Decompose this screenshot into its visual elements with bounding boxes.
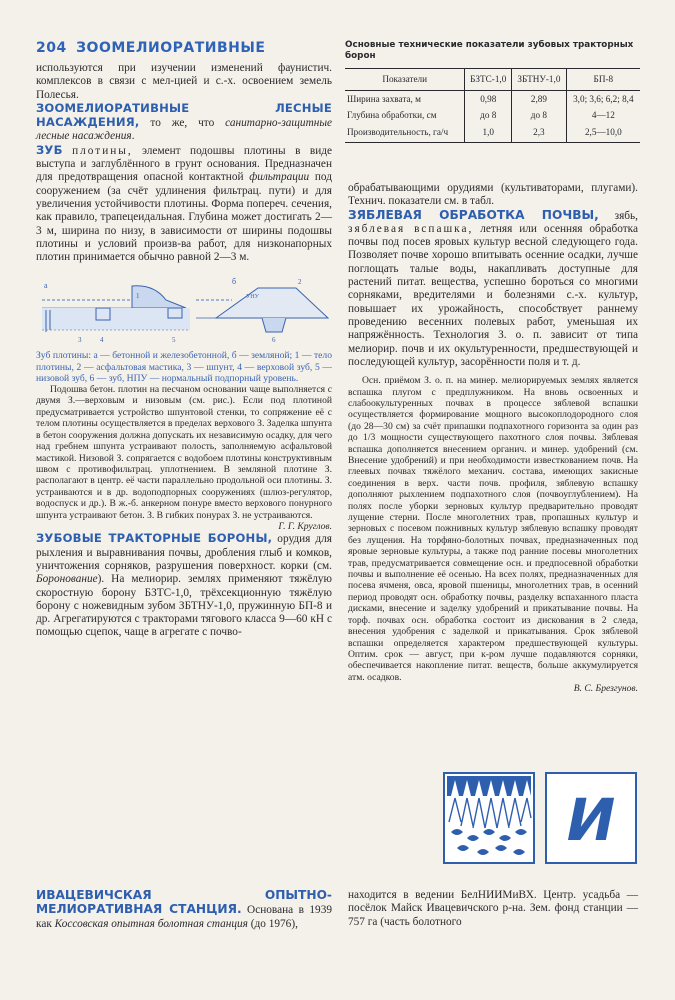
- entry-forest-end: .: [131, 130, 135, 143]
- entry-harrows-headword: ЗУБОВЫЕ ТРАКТОРНЫЕ БОРОНЫ,: [36, 531, 273, 546]
- entry-harrows-link[interactable]: Боронование: [36, 573, 98, 586]
- entry-tooth-link[interactable]: фильтрации: [249, 171, 310, 184]
- table-cell: 2,3: [512, 124, 567, 143]
- entry-station-continued: [348, 889, 638, 929]
- entry-fall-headword: ЗЯБЛЕВАЯ ОБРАБОТКА ПОЧВЫ,: [348, 207, 599, 222]
- running-head: [36, 40, 265, 56]
- diagram-marker-4: 4: [100, 336, 104, 345]
- entry-forest: [36, 102, 332, 144]
- table-cell: 3,0; 3,6; 6,2; 8,4: [566, 90, 640, 107]
- entry-tooth-text-1: элемент подошвы плотины в виде выступа и заглублённого в грунт основания. Предназначен для предотвращения опасной контактной: [36, 144, 333, 184]
- diagram-marker-1: 1: [136, 292, 140, 301]
- diagram-marker-5: 5: [172, 336, 176, 345]
- page-number: 204: [36, 40, 67, 56]
- left-small-paragraph: Подошва бетон. плотин на песчаном основании чаще выполняется с двумя З.—верховым и низовым (см. рис.). Если под плотиной предусматривается устройство шпунтовой стенки, то сопряжение её с телом плотины осуществляется в пределах верхового З. Заделка шпунта в бетон сооружения должна допускать их независимую осадку, для чего над гребнем шпунта устраивают полость, заполняемую асфальтовой мастикой. Низовой З. сопрягается с водобоем плотины конструктивным швом с противофильтрац. уплотнением. В земляной плотине З. располагают в центр. её части параллельно продольной оси плотины. З. устраиваются и в др. водоподпорных сооружениях (шлюз-регулятор, водоспуск и др.). В ж.-б. анкерном понуре вместо верхового понурного шпунта устраивают бетон. З. В гибких понурах З. не устраиваются.: [36, 384, 332, 521]
- entry-station: [36, 889, 332, 931]
- table-cell: до 8: [512, 107, 567, 124]
- entry-station-text-2: (до 1976),: [247, 917, 298, 930]
- diagram-label-a: а: [44, 281, 48, 291]
- diagram-panel-b: [196, 277, 328, 344]
- table-header-row: [345, 69, 640, 91]
- right-small-text: [348, 375, 638, 694]
- entry-fall-plowing: [348, 209, 638, 370]
- diagram-label-b: б: [232, 277, 237, 287]
- diagram-marker-2: 2: [298, 278, 302, 287]
- table-header-cell: БП-8: [566, 69, 640, 91]
- entry-tooth-headword: ЗУБ: [36, 142, 63, 157]
- table-cell: 2,89: [512, 90, 567, 107]
- entry-station-text-1: Основана в 1939 как: [36, 904, 332, 930]
- table-header-cell: ЗБТНУ-1,0: [512, 69, 567, 91]
- section-title: ЗООМЕЛИОРАТИВНЫЕ: [76, 40, 266, 56]
- table-row: [345, 124, 640, 143]
- entry-station-headword: ИВАЦЕВИЧСКАЯ ОПЫТНО-МЕЛИОРАТИВНАЯ СТАНЦИЯ.: [36, 888, 332, 917]
- table-header-cell: БЗТС-1,0: [465, 69, 512, 91]
- entry-tooth-headword-rest: плотины,: [72, 144, 133, 157]
- right-column: [348, 182, 638, 695]
- section-logos: [443, 772, 633, 864]
- right-author-signature: В. С. Брезгунов.: [573, 683, 638, 695]
- table-cell: Ширина захвата, м: [347, 93, 421, 104]
- diagram-panel-a: [42, 281, 190, 344]
- table-row: [345, 90, 640, 107]
- entry-fall-alt-term: зяблевая вспашка,: [348, 222, 474, 235]
- intro-paragraph: используются при изучении изменений фаунистич. комплексов в связи с мел-цией и с.-х. освоением земель Полесья.: [36, 62, 332, 101]
- spec-table: [345, 68, 640, 143]
- left-author-signature: Г. Г. Круглов.: [278, 520, 332, 532]
- spec-table-block: [345, 40, 640, 143]
- entry-station-italic: Коссовская опытная болотная станция: [54, 917, 248, 930]
- right-small-paragraph: Осн. приёмом З. о. п. на минер. мелиорируемых землях является вспашка плугом с предплужником. На вновь освоенных и слабоокультуренных почвах в процессе зяблевой вспашки осуществляется формирование мощного высокоплодородного слоя (до 28—30 см) за счёт припашки подпахотного горизонта за один раз до 1/3 мощности существующего пахотного слоя почвы. Зяблевая вспашка дополняется внесением органич. и минер. удобрений (см. Внесение удобрений) и при необходимости известкованием почв. На глеевых почвах тяжёлого механич. состава, имеющих закисные соединения в верх. части почв. профиля, зяблевую вспашку дополняют рыхлением подпахотного слоя (почвоуглублением). На полях после уборки зерновых культур предварительно проводят лущение стерни. После многолетних трав, пропашных культур и зерновых с посевом пожнивных культур зяблевую вспашку проводят без лущения. На торфяно-болотных почвах, предназначенных под яровые зерновые культуры, а также под ранние посевы многолетних трав, предусматривается совмещение осн. и предпосевной обработки почвы и выполнение её осенью. На всех полях, предназначенных для посева ячменя, овса, яровой пшеницы, многолетних трав, в осенний период проводят осн. обработку почвы, разделку вспаханного пласта дисками, внесение и заделку удобрений и прикатывание почвы. На торф. почвах осн. обработка состоит из дискования в 2 следа, внесения удобрения с заделкой и прикатывания. Срок зяблевой вспашки определяется характером предшествующей культуры. Оптим. срок — август, при к-ром лучше подавляются сорняки, обеспечивается накопление питат. веществ, больше аккумулируется атм. осадков.: [348, 375, 638, 683]
- table-cell: до 8: [465, 107, 512, 124]
- entry-station-paragraph: [36, 889, 332, 931]
- dam-diagram: [36, 270, 332, 346]
- table-cell: 1,0: [465, 124, 512, 143]
- table-header-cell: Показатели: [345, 69, 465, 91]
- right-continuation: обрабатывающими орудиями (культиваторами, плугами). Технич. показатели см. в табл.: [348, 182, 638, 208]
- entry-forest-headword: ЗООМЕЛИОРАТИВНЫЕ ЛЕСНЫЕ НАСАЖДЕНИЯ,: [36, 100, 332, 130]
- table-cell: 0,98: [465, 90, 512, 107]
- entry-harrows-text-1: орудия для рыхления и выравнивания почвы, дробления глыб и комков, уничтожения сорняков, разрушения поверхност. корки (см.: [36, 533, 332, 572]
- entry-tooth: [36, 144, 332, 265]
- entry-fall-alt: зябь,: [598, 209, 638, 222]
- table-cell: Производительность, га/ч: [345, 124, 465, 143]
- entry-station-right-text: находится в ведении БелНИИМиВХ. Центр. усадьба — посёлок Майск Ивацевичского р-на. Зем. фонд станции — 757 га (часть болотного: [348, 889, 638, 928]
- diagram-marker-nlu: УНУ: [246, 294, 259, 301]
- entry-fall-text: летняя или осенняя обработка почвы под посев яровых культур весной следующего года. Позволяет почве хорошо впитывать осенние осадки, лучше поглощать талые воды, накапливать доступные для растений питат. вещества, успешно бороться со многими сорняками, вредителями и болезнями с.-х. культур, повышает их урожайность, способствует раннему проведению весенних полевых работ, уменьшая их напряжённость. Технология З. о. п. зависит от типа мелиорир. почв и их окультуренности, предшествующей и последующей культур, засорённости поля и т. д.: [348, 222, 638, 368]
- left-column: [36, 62, 332, 640]
- table-title: Основные технические показатели зубовых тракторных борон: [345, 40, 634, 61]
- table-cell: 2,5—10,0: [566, 124, 640, 143]
- entry-tooth-text-2: под сооружением (за счёт удлинения фильтрац. пути) и для увеличения устойчивости плотины. Форма попереч. сечения, как правило, трапецеидальная. Глубина может достигать 2—3 м, ширина по низу, в зависимости от ширины подошвы плотины и условий произв-ва работ, для низконапорных плотин принимается обычно равной 2—3 м.: [36, 171, 332, 264]
- dam-tooth-figure: [36, 270, 332, 346]
- table-row: [345, 107, 640, 124]
- diagram-marker-3: 3: [78, 336, 82, 345]
- emblem-letter: И: [566, 786, 616, 854]
- table-cell: Глубина обработки, см: [347, 110, 437, 121]
- diagram-marker-6: 6: [272, 336, 276, 345]
- irrigation-emblem-icon: [443, 772, 535, 864]
- figure-caption: Зуб плотины: а — бетонной и железобетонной, б — земляной; 1 — тело плотины, 2 — асфальтовая мастика, 3 — шпунт, 4 — верховой зуб, 5 — низовой зуб, 6 — зуб, НПУ — нормальный подпорный уровень.: [36, 350, 332, 384]
- entry-harrows-text-2: ). На мелиорир. землях применяют тяжёлую скоростную борону БЗТС-1,0, трёхсекционную тяжёлую борону с ножевидным зубом ЗБТНУ-1,0, пружинную БП-8 и др. Агрегатируются с тракторами тягового класса 9—60 кН с помощью сцепок, чаще в агрегате с почво-: [36, 573, 332, 639]
- left-small-text: [36, 384, 332, 532]
- table-cell: 4—12: [566, 107, 640, 124]
- entry-forest-link[interactable]: санитарно-защитные лесные насаждения: [36, 117, 332, 143]
- letter-i-emblem: [545, 772, 637, 864]
- entry-harrows: [36, 532, 332, 639]
- entry-forest-text: то же, что: [139, 117, 226, 130]
